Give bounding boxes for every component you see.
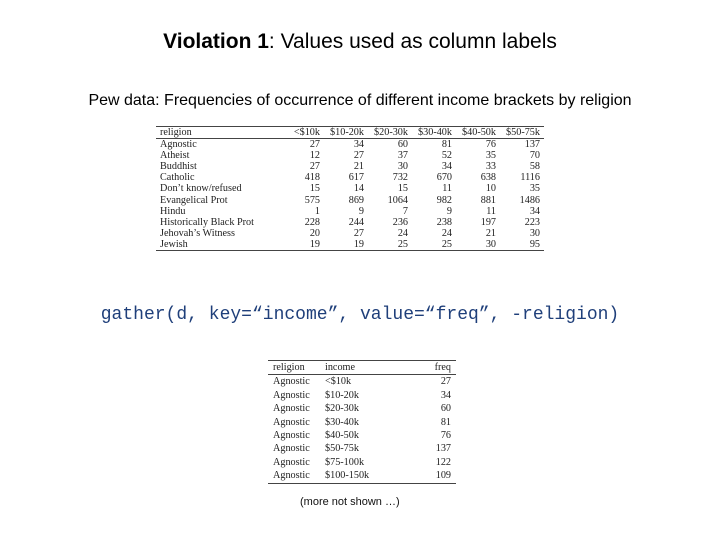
- wide-table-row-cell: 24: [397, 227, 408, 239]
- long-table-row-cell: $100-150k: [320, 469, 390, 483]
- wide-table-row-cell: 12: [309, 150, 320, 162]
- wide-table-row-cell: 34: [353, 139, 364, 151]
- wide-table-row-cell: 9: [358, 205, 364, 217]
- wide-table-row-cell: 244: [348, 216, 364, 228]
- wide-table-row-cell: 25: [412, 239, 456, 251]
- wide-table-row-cell: 1116: [520, 172, 540, 184]
- wide-table-row-cell: 19: [324, 239, 368, 251]
- wide-table-row-cell: 670: [436, 172, 452, 184]
- long-table-row-cell: $30-40k: [325, 416, 359, 428]
- wide-table-row-cell: 137: [524, 139, 540, 151]
- long-table-header-freq: freq: [390, 361, 456, 375]
- wide-table-row-cell: Agnostic: [160, 139, 197, 151]
- slide-title-rest: : Values used as column labels: [268, 30, 557, 53]
- slide-title: [0, 30, 720, 54]
- long-table-row-cell: Agnostic: [273, 376, 310, 388]
- slide-title-bold: Violation 1: [163, 30, 269, 53]
- wide-table-row-cell: 30: [397, 161, 408, 173]
- long-table-header-income: income: [320, 361, 390, 375]
- wide-table-row-cell: 881: [480, 194, 496, 206]
- long-table-row-cell: <$10k: [325, 376, 352, 388]
- long-table-row-cell: 122: [435, 456, 451, 468]
- wide-table-row-cell: 35: [485, 150, 496, 162]
- wide-table-row-cell: 15: [397, 183, 408, 195]
- wide-table-row-cell: 76: [485, 139, 496, 151]
- wide-table-row-cell: 81: [441, 139, 452, 151]
- wide-table-row-cell: Atheist: [160, 150, 190, 162]
- wide-table-row-cell: 52: [441, 150, 452, 162]
- wide-table-row-cell: 575: [304, 194, 320, 206]
- long-table-row-cell: Agnostic: [273, 430, 310, 442]
- wide-table-row-cell: 58: [529, 161, 540, 173]
- wide-table-row-cell: 197: [480, 216, 496, 228]
- wide-table-row-cell: 21: [485, 227, 496, 239]
- long-table-row-cell: $10-20k: [325, 389, 359, 401]
- long-table-header-row: [268, 361, 456, 375]
- wide-table-row-cell: 25: [368, 239, 412, 251]
- long-table-row-cell: Agnostic: [273, 416, 310, 428]
- wide-table-row-cell: Jewish: [156, 239, 280, 251]
- slide-subtitle: Pew data: Frequencies of occurrence of different income brackets by religion: [88, 92, 632, 109]
- wide-table-row-cell: 236: [392, 216, 408, 228]
- wide-table-row-cell: 35: [529, 183, 540, 195]
- wide-table-row-cell: 238: [436, 216, 452, 228]
- wide-table: [156, 126, 544, 251]
- wide-table-body: [156, 139, 544, 251]
- long-table: [268, 360, 456, 484]
- wide-table-row: [156, 172, 544, 183]
- wide-table-row-cell: 1: [314, 205, 320, 217]
- wide-table-row-cell: Jehovah’s Witness: [160, 227, 235, 239]
- wide-table-row-cell: 15: [309, 183, 320, 195]
- wide-table-row-cell: 7: [402, 205, 408, 217]
- wide-table-row-cell: 34: [529, 205, 540, 217]
- wide-table-row-cell: 27: [309, 139, 320, 151]
- wide-table-row: [156, 228, 544, 239]
- long-table-row: [268, 375, 456, 389]
- wide-table-row-cell: 34: [441, 161, 452, 173]
- wide-table-row: [156, 206, 544, 217]
- wide-table-row-cell: Hindu: [160, 205, 186, 217]
- wide-table-row-cell: 1064: [387, 194, 408, 206]
- long-table-row-cell: Agnostic: [273, 403, 310, 415]
- wide-table-row-cell: 30: [456, 239, 500, 251]
- long-table-header-religion: religion: [268, 361, 320, 375]
- more-not-shown-note: (more not shown …): [300, 496, 400, 508]
- long-table-row-cell: 34: [440, 389, 451, 401]
- wide-table-row-cell: 19: [280, 239, 324, 251]
- wide-table-row-cell: 228: [304, 216, 320, 228]
- wide-table-header-religion: religion: [156, 127, 280, 139]
- wide-table-row-cell: 27: [309, 161, 320, 173]
- wide-table-row: [156, 217, 544, 228]
- wide-table-row-cell: 24: [441, 227, 452, 239]
- long-table-row-cell: Agnostic: [273, 456, 310, 468]
- wide-table-row-cell: 33: [485, 161, 496, 173]
- wide-table-row-cell: 9: [446, 205, 452, 217]
- wide-table-row: [156, 139, 544, 151]
- wide-table-row-cell: 60: [397, 139, 408, 151]
- wide-table-header-20-30k: $20-30k: [368, 127, 412, 139]
- long-table-row: [268, 416, 456, 429]
- wide-table-header-lt10k: <$10k: [280, 127, 324, 139]
- wide-table-row-cell: 638: [480, 172, 496, 184]
- wide-table-row-cell: Buddhist: [160, 161, 197, 173]
- long-table-row-cell: 81: [440, 416, 451, 428]
- wide-table-row-cell: 10: [485, 183, 496, 195]
- long-table-row: [268, 389, 456, 402]
- wide-table-header-40-50k: $40-50k: [456, 127, 500, 139]
- wide-table-row-cell: 37: [397, 150, 408, 162]
- wide-table-row: [156, 195, 544, 206]
- wide-table-row-cell: 1486: [519, 194, 540, 206]
- wide-table-row-cell: 20: [309, 227, 320, 239]
- long-table-row-cell: 76: [440, 430, 451, 442]
- long-table-row-cell: 27: [440, 376, 451, 388]
- wide-table-row-cell: 732: [392, 172, 408, 184]
- wide-table-row-cell: 418: [304, 172, 320, 184]
- wide-table-row: [156, 239, 544, 251]
- long-table-row-cell: 109: [390, 469, 456, 483]
- wide-table-header-10-20k: $10-20k: [324, 127, 368, 139]
- long-table-row: [268, 456, 456, 469]
- long-table-row: [268, 442, 456, 455]
- wide-table-row-cell: 11: [486, 205, 496, 217]
- wide-table-row-cell: Don’t know/refused: [160, 183, 242, 195]
- wide-table-row-cell: 11: [442, 183, 452, 195]
- wide-table-row-cell: 30: [529, 227, 540, 239]
- long-table-row-cell: 60: [440, 403, 451, 415]
- long-table-row-cell: $40-50k: [325, 430, 359, 442]
- wide-table-row-cell: Evangelical Prot: [160, 194, 228, 206]
- wide-table-row-cell: 982: [436, 194, 452, 206]
- long-table-row: [268, 429, 456, 442]
- wide-table-row-cell: 223: [524, 216, 540, 228]
- wide-table-row-cell: 14: [353, 183, 364, 195]
- long-table-row-cell: Agnostic: [273, 443, 310, 455]
- long-table-row-cell: $75-100k: [325, 456, 365, 468]
- long-table-row-cell: Agnostic: [268, 469, 320, 483]
- long-table-row-cell: $50-75k: [325, 443, 359, 455]
- wide-table-row: [156, 150, 544, 161]
- long-table-row: [268, 402, 456, 415]
- wide-table-header-50-75k: $50-75k: [500, 127, 544, 139]
- wide-table-row-cell: 95: [500, 239, 544, 251]
- wide-table-row: [156, 183, 544, 194]
- wide-table-header-row: [156, 127, 544, 139]
- wide-table-row: [156, 161, 544, 172]
- wide-table-row-cell: 869: [348, 194, 364, 206]
- wide-table-row-cell: 617: [348, 172, 364, 184]
- long-table-body: [268, 375, 456, 483]
- long-table-row-cell: 137: [435, 443, 451, 455]
- wide-table-row-cell: Catholic: [160, 172, 195, 184]
- long-table-row-cell: $20-30k: [325, 403, 359, 415]
- wide-table-row-cell: 70: [529, 150, 540, 162]
- long-table-row: [268, 469, 456, 483]
- gather-code: gather(d, key=“income”, value=“freq”, -religion): [100, 305, 620, 325]
- wide-table-row-cell: 21: [353, 161, 364, 173]
- wide-table-row-cell: 27: [353, 150, 364, 162]
- wide-table-row-cell: 27: [353, 227, 364, 239]
- long-table-row-cell: Agnostic: [273, 389, 310, 401]
- wide-table-header-30-40k: $30-40k: [412, 127, 456, 139]
- wide-table-row-cell: Historically Black Prot: [160, 216, 254, 228]
